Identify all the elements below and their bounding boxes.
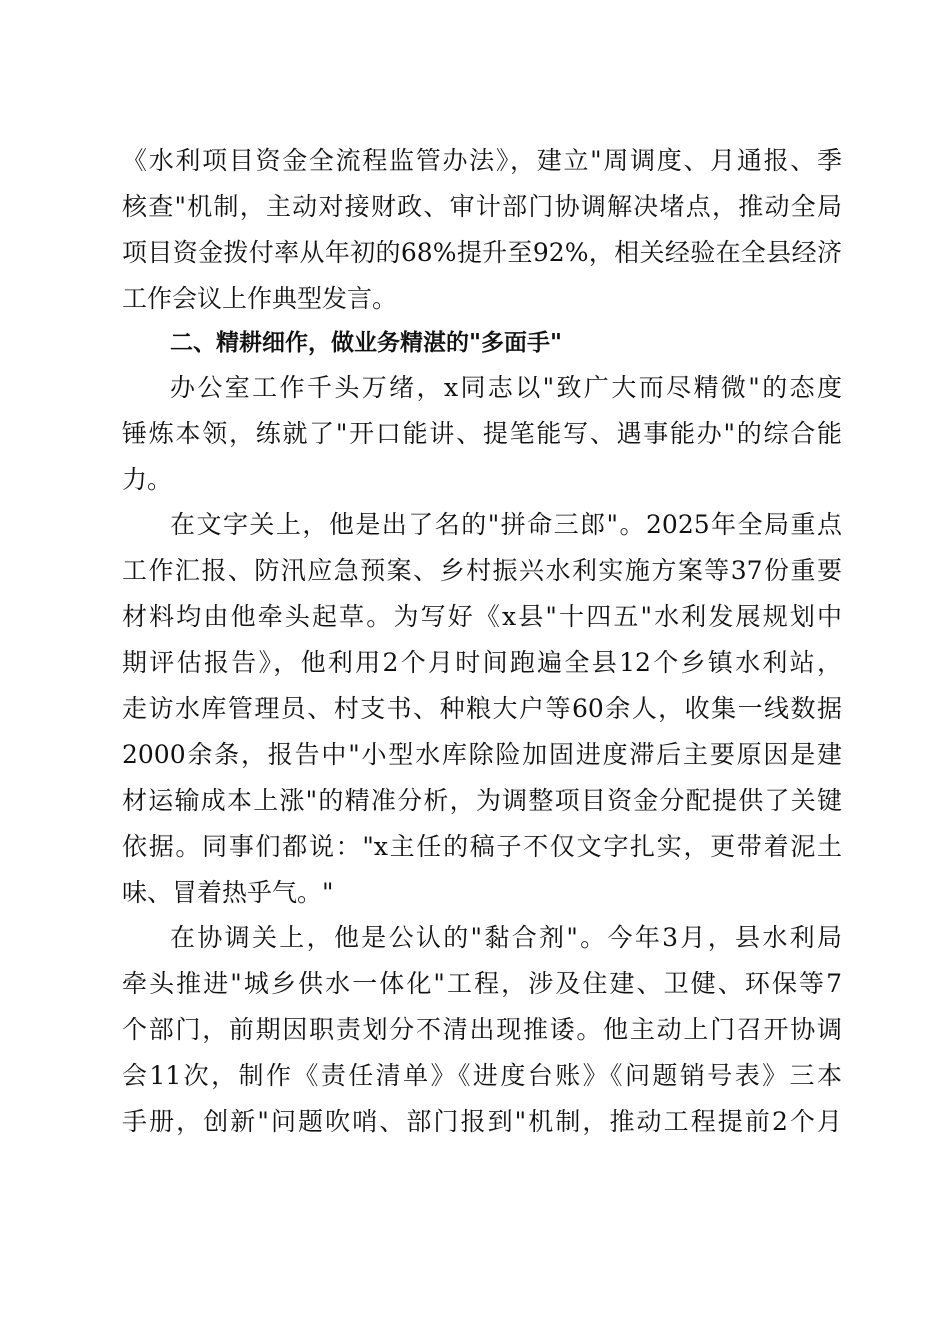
paragraph-first-line: 在文字关上，他是出了名的"拼命三郎"。2025年全局重点: [170, 510, 842, 539]
body-text-line: 工作会议上作典型发言。: [122, 284, 398, 313]
body-text-line: 材运输成本上涨"的精准分析，为调整项目资金分配提供了关键: [122, 786, 842, 815]
body-text-line: 材料均由他牵头起草。为写好《x县"十四五"水利发展规划中: [122, 602, 842, 631]
body-text-line: 2000余条，报告中"小型水库除险加固进度滞后主要原因是建: [122, 740, 842, 769]
body-text-line: 个部门，前期因职责划分不清出现推诿。他主动上门召开协调: [122, 1015, 842, 1044]
paragraph-first-line: 办公室工作千头万绪，x同志以"致广大而尽精微"的态度: [170, 373, 842, 402]
body-text-line: 锤炼本领，练就了"开口能讲、提笔能写、遇事能办"的综合能: [122, 419, 842, 448]
body-text-line: 牵头推进"城乡供水一体化"工程，涉及住建、卫健、环保等7: [122, 969, 842, 998]
body-text-line: 期评估报告》，他利用2个月时间跑遍全县12个乡镇水利站，: [122, 648, 842, 677]
body-text-line: 味、冒着热乎气。": [122, 878, 334, 907]
body-text-line: 力。: [122, 465, 173, 494]
body-text-line: 工作汇报、防汛应急预案、乡村振兴水利实施方案等37份重要: [122, 556, 842, 585]
body-text-line: 《水利项目资金全流程监管办法》，建立"周调度、月通报、季: [122, 146, 842, 175]
body-text-line: 项目资金拨付率从年初的68%提升至92%，相关经验在全县经济: [122, 238, 842, 267]
body-text-line: 会11次，制作《责任清单》《进度台账》《问题销号表》三本: [122, 1061, 842, 1090]
body-text-line: 核查"机制，主动对接财政、审计部门协调解决堵点，推动全局: [122, 192, 842, 221]
body-text-line: 走访水库管理员、村支书、种粮大户等60余人，收集一线数据: [122, 694, 842, 723]
section-heading: 二、精耕细作，做业务精湛的"多面手": [170, 330, 562, 356]
paragraph-first-line: 在协调关上，他是公认的"黏合剂"。今年3月，县水利局: [170, 923, 842, 952]
body-text-line: 依据。同事们都说："x主任的稿子不仅文字扎实，更带着泥土: [122, 832, 842, 861]
body-text-line: 手册，创新"问题吹哨、部门报到"机制，推动工程提前2个月: [122, 1107, 842, 1136]
